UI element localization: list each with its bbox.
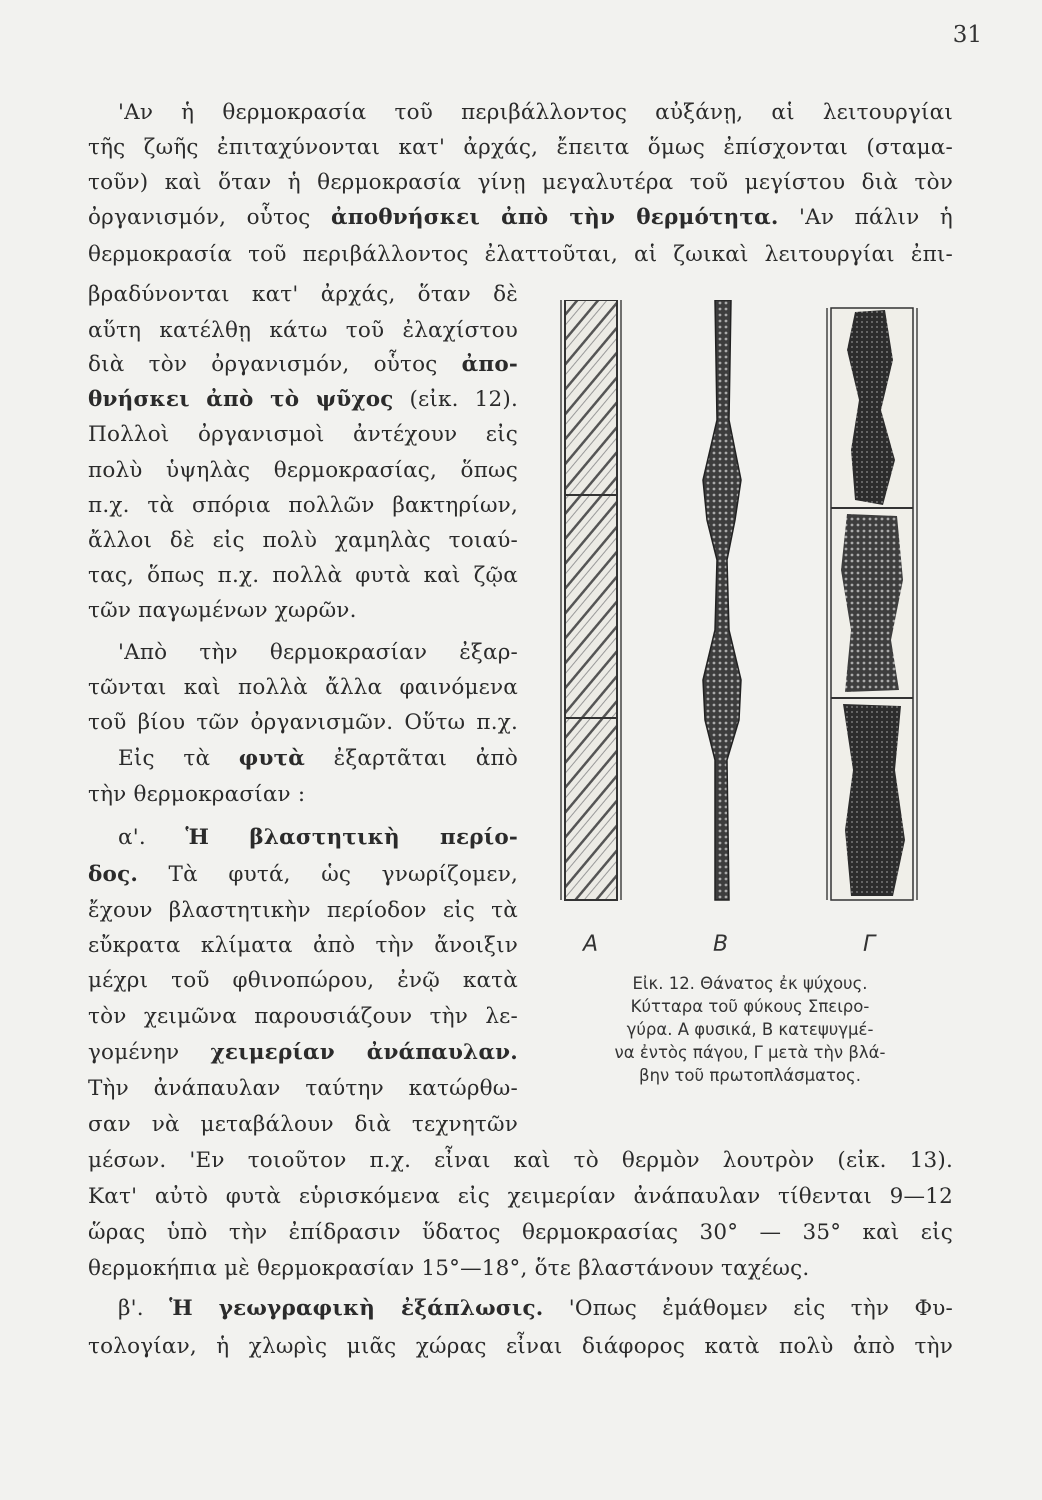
caption-line: γύρα. Α φυσικά, Β κατεψυγμέ-	[626, 1020, 874, 1039]
text-line: 'Απὸ τὴν θερμοκρασίαν ἐξαρ-	[118, 640, 518, 665]
text-line: π.χ. τὰ σπόρια πολλῶν βακτηρίων,	[88, 493, 518, 518]
text-line: μέσων. 'Εν τοιοῦτον π.χ. εἶναι καὶ τὸ θερμὸν λουτρὸν (εἰκ. 13).	[88, 1148, 953, 1173]
emphasis-text: φυτὰ	[238, 746, 305, 771]
text-line: ἔχουν βλαστητικὴν περίοδον εἰς τὰ	[88, 898, 518, 923]
text-line: θνήσκει ἀπὸ τὸ ψῦχος (εἰκ. 12).	[88, 387, 518, 412]
spirogyra-figure	[555, 300, 925, 957]
caption-line: να ἐντὸς πάγου, Γ μετὰ τὴν βλά-	[614, 1043, 886, 1062]
text-line: τῶν παγωμένων χωρῶν.	[88, 598, 357, 623]
figure-label-b: Β	[713, 932, 729, 957]
emphasis-text: δος.	[88, 862, 139, 887]
text-line: εὔκρατα κλίματα ἀπὸ τὴν ἄνοιξιν	[88, 933, 518, 958]
text-line: τὸν χειμῶνα παρουσιάζουν τὴν λε-	[88, 1004, 518, 1029]
text-line: διὰ τὸν ὀργανισμόν, οὗτος ἀπο-	[88, 352, 518, 377]
text-line: σαν νὰ μεταβάλουν διὰ τεχνητῶν	[88, 1112, 518, 1137]
emphasis-text: ἀποθνήσκει ἀπὸ τὴν θερμότητα.	[331, 205, 779, 230]
emphasis-text: Ἡ βλαστητικὴ περίο-	[185, 825, 518, 850]
text-line: α'. Ἡ βλαστητικὴ περίο-	[118, 825, 518, 850]
text-line: Εἰς τὰ φυτὰ ἐξαρτᾶται ἀπὸ	[118, 746, 518, 771]
text-line: τοῦ βίου τῶν ὀργανισμῶν. Οὕτω π.χ.	[88, 710, 518, 735]
text-line: ὥρας ὑπὸ τὴν ἐπίδρασιν ὕδατος θερμοκρασίας 30° — 35° καὶ εἰς	[88, 1220, 953, 1245]
text-line: τὴν θερμοκρασίαν :	[88, 782, 306, 807]
text-line: τοῦν) καὶ ὅταν ἡ θερμοκρασία γίνῃ μεγαλυτέρα τοῦ μεγίστου διὰ τὸν	[88, 170, 953, 195]
text-line: μέχρι τοῦ φθινοπώρου, ἐνῷ κατὰ	[88, 968, 518, 993]
emphasis-text: ἀπο-	[461, 352, 518, 377]
text-line: πολὺ ὑψηλὰς θερμοκρασίας, ὅπως	[88, 458, 518, 483]
figure-label-c: Γ	[863, 932, 876, 957]
text-line: Τὴν ἀνάπαυλαν ταύτην κατώρθω-	[88, 1076, 518, 1101]
text-line: 'Αν ἡ θερμοκρασία τοῦ περιβάλλοντος αὐξάνῃ, αἱ λειτουργίαι	[118, 100, 953, 125]
caption-line: Κύτταρα τοῦ φύκους Σπειρο-	[630, 997, 870, 1016]
text-line: θερμοκρασία τοῦ περιβάλλοντος ἐλαττοῦται, αἱ ζωικαὶ λειτουργίαι ἐπι-	[88, 242, 953, 267]
text-line: δος. Τὰ φυτά, ὡς γνωρίζομεν,	[88, 862, 518, 887]
text-line: τας, ὅπως π.χ. πολλὰ φυτὰ καὶ ζῷα	[88, 563, 518, 588]
text-line: τῆς ζωῆς ἐπιταχύνονται κατ' ἀρχάς, ἔπειτα ὅμως ἐπίσχονται (σταμα-	[88, 135, 953, 160]
text-line: Πολλοὶ ὀργανισμοὶ ἀντέχουν εἰς	[88, 422, 518, 447]
figure-caption	[550, 972, 950, 1087]
text-line: ἄλλοι δὲ εἰς πολὺ χαμηλὰς τοιαύ-	[88, 528, 518, 553]
text-line: θερμοκήπια μὲ θερμοκρασίαν 15°—18°, ὅτε βλαστάνουν ταχέως.	[88, 1256, 810, 1281]
spirogyra-illustration	[555, 300, 925, 920]
text-line: β'. Ἡ γεωγραφικὴ ἐξάπλωσις. 'Οπως ἐμάθομεν εἰς τὴν Φυ-	[118, 1296, 954, 1321]
text-line: γομένην χειμερίαν ἀνάπαυλαν.	[88, 1040, 518, 1065]
text-line: τῶνται καὶ πολλὰ ἄλλα φαινόμενα	[88, 675, 518, 700]
caption-line: βην τοῦ πρωτοπλάσματος.	[639, 1066, 861, 1085]
text-line: τολογίαν, ἡ χλωρὶς μιᾶς χώρας εἶναι διάφορος κατὰ πολὺ ἀπὸ τὴν	[88, 1334, 953, 1359]
text-line: αὕτη κατέλθῃ κάτω τοῦ ἐλαχίστου	[88, 318, 518, 343]
caption-line: Εἰκ. 12. Θάνατος ἐκ ψύχους.	[632, 974, 868, 993]
page-number: 31	[952, 22, 982, 48]
text-line: Κατ' αὐτὸ φυτὰ εὑρισκόμενα εἰς χειμερίαν ἀνάπαυλαν τίθενται 9—12	[88, 1184, 953, 1209]
cell-b	[703, 300, 741, 900]
cell-c	[827, 308, 917, 900]
figure-label-a: Α	[583, 932, 599, 957]
text-line: ὀργανισμόν, οὗτος ἀποθνήσκει ἀπὸ τὴν θερμότητα. 'Αν πάλιν ἡ	[88, 205, 953, 230]
text-line: βραδύνονται κατ' ἀρχάς, ὅταν δὲ	[88, 282, 518, 307]
cell-a	[561, 300, 621, 900]
emphasis-text: θνήσκει ἀπὸ τὸ ψῦχος	[88, 387, 394, 412]
emphasis-text: Ἡ γεωγραφικὴ ἐξάπλωσις.	[169, 1296, 544, 1321]
emphasis-text: χειμερίαν ἀνάπαυλαν.	[210, 1040, 518, 1065]
